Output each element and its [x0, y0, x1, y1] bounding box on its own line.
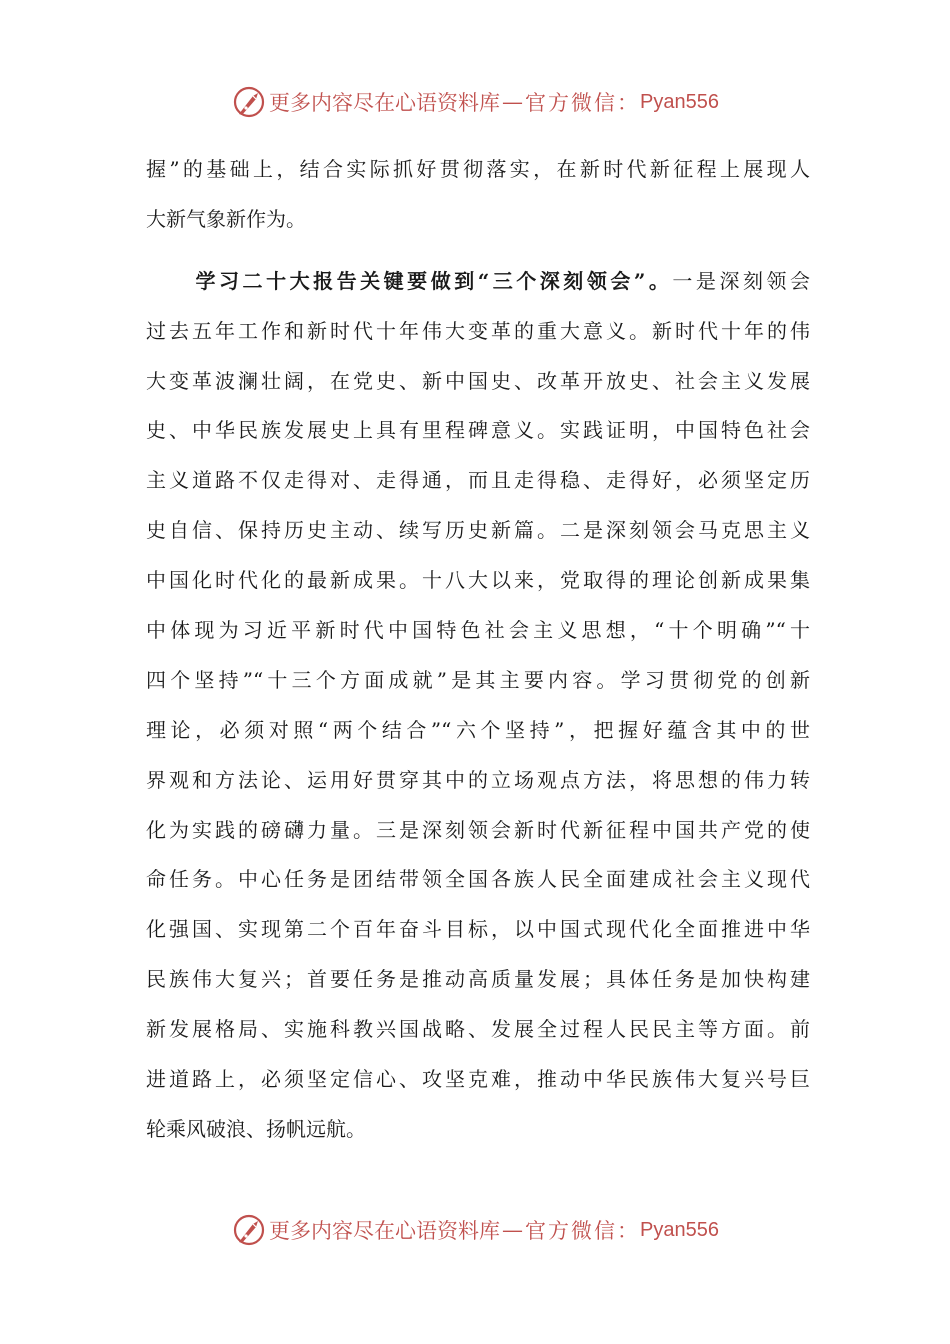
text-line: 过去五年工作和新时代十年伟大变革的重大意义。新时代十年的伟	[146, 318, 810, 343]
watermark-site-text: 更多内容尽在心语资料库	[269, 91, 501, 115]
text-line: 主义道路不仅走得对、走得通，而且走得稳、走得好，必须坚定历	[146, 468, 810, 493]
text-line: 命任务。中心任务是团结带领全国各族人民全面建成社会主义现代	[146, 867, 810, 892]
watermark-site-text: 更多内容尽在心语资料库	[269, 1219, 501, 1243]
text-line: 大新气象新作为。	[146, 206, 306, 231]
paragraph-first-line-rest: 一是深刻领会	[672, 268, 810, 293]
pen-nib-logo-icon	[231, 84, 267, 120]
text-line: 轮乘风破浪、扬帆远航。	[146, 1116, 366, 1141]
watermark-account: Pyan556	[640, 1218, 719, 1241]
watermark-account: Pyan556	[640, 90, 719, 113]
text-line: 史自信、保持历史主动、续写历史新篇。二是深刻领会马克思主义	[146, 518, 810, 543]
watermark-wechat-label: 官方微信：	[525, 1219, 641, 1243]
pen-nib-logo-icon	[231, 1212, 267, 1248]
text-line: 中体现为习近平新时代中国特色社会主义思想，“十个明确”“十	[146, 618, 810, 643]
header-watermark	[0, 82, 950, 122]
text-line: 民族伟大复兴；首要任务是推动高质量发展；具体任务是加快构建	[146, 967, 810, 992]
watermark-dash: —	[502, 1218, 524, 1242]
watermark-wechat-label: 官方微信：	[525, 91, 641, 115]
text-line: 史、中华民族发展史上具有里程碑意义。实践证明，中国特色社会	[146, 418, 810, 443]
text-line: 界观和方法论、运用好贯穿其中的立场观点方法，将思想的伟力转	[146, 767, 810, 792]
text-line: 中国化时代化的最新成果。十八大以来，党取得的理论创新成果集	[146, 568, 810, 593]
paragraph-heading: 学习二十大报告关键要做到“三个深刻领会”。	[192, 268, 673, 293]
text-line: 化强国、实现第二个百年奋斗目标，以中国式现代化全面推进中华	[146, 917, 810, 942]
text-line: 握”的基础上，结合实际抓好贯彻落实，在新时代新征程上展现人	[146, 157, 810, 181]
text-line: 进道路上，必须坚定信心、攻坚克难，推动中华民族伟大复兴号巨	[146, 1067, 810, 1092]
footer-watermark	[0, 1210, 950, 1250]
text-line: 四个坚持”“十三个方面成就”是其主要内容。学习贯彻党的创新	[146, 667, 810, 692]
paragraph-first-line	[146, 257, 810, 307]
text-line: 理论，必须对照“两个结合”“六个坚持”，把握好蕴含其中的世	[146, 717, 810, 742]
text-line: 化为实践的磅礴力量。三是深刻领会新时代新征程中国共产党的使	[146, 817, 810, 842]
text-line: 大变革波澜壮阔，在党史、新中国史、改革开放史、社会主义发展	[146, 368, 810, 393]
text-line: 新发展格局、实施科教兴国战略、发展全过程人民民主等方面。前	[146, 1017, 810, 1042]
watermark-dash: —	[502, 90, 524, 114]
document-body	[146, 145, 810, 1155]
